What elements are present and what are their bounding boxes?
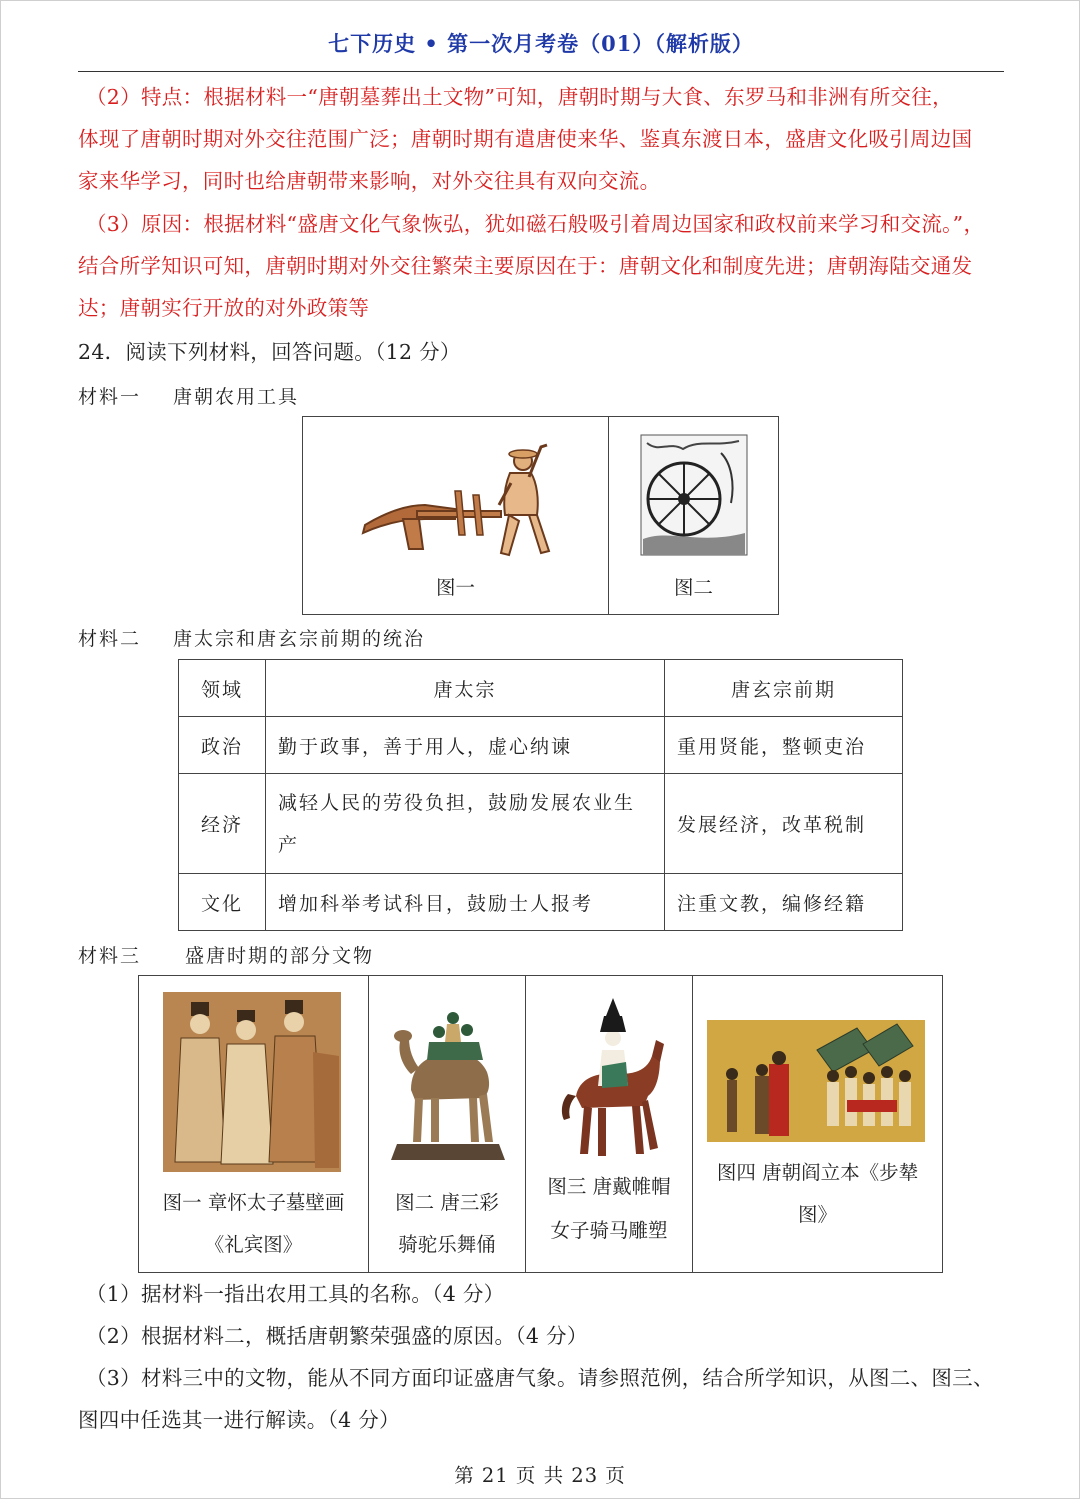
answer-part-2	[78, 76, 1016, 202]
artifact-3-caption-line-1: 图三 唐戴帷帽	[547, 1175, 671, 1198]
answer-part-3	[78, 203, 1016, 329]
table-row	[179, 717, 903, 774]
figure-1-caption: 图一	[435, 576, 475, 599]
table-cell: 勤于政事，善于用人，虚心纳谏	[266, 717, 665, 774]
artifact-2-caption-line-2: 骑驼乐舞俑	[398, 1233, 496, 1256]
material-3-label: 材料三	[78, 945, 142, 967]
table-header: 领域	[179, 660, 266, 717]
figure-1-cell	[303, 417, 609, 614]
artifact-2-cell	[369, 976, 526, 1272]
rule-comparison-table	[178, 659, 903, 931]
material-2-title: 唐太宗和唐玄宗前期的统治	[173, 628, 426, 650]
artifact-1-caption-line-1: 图一 章怀太子墓壁画	[162, 1191, 345, 1214]
material-1-heading	[78, 382, 299, 409]
table-row	[179, 874, 903, 931]
material-1-title: 唐朝农用工具	[173, 386, 300, 408]
artifact-4-caption-line-1: 图四 唐朝阎立本《步辇	[716, 1161, 919, 1184]
sub-questions	[78, 1273, 1016, 1441]
table-cell: 增加科举考试科目，鼓励士人报考	[266, 874, 665, 931]
table-cell: 减轻人民的劳役负担，鼓励发展农业生产	[266, 774, 665, 874]
artifact-4-cell	[693, 976, 942, 1272]
plough-figure-icon	[305, 425, 605, 575]
artifact-3-cell	[526, 976, 693, 1272]
table-cell: 注重文教，编修经籍	[665, 874, 903, 931]
water-wheel-figure-icon	[639, 433, 749, 557]
material-1-label: 材料一	[78, 386, 142, 408]
table-cell: 文化	[179, 874, 266, 931]
table-header: 唐玄宗前期	[665, 660, 903, 717]
artifact-1-cell	[139, 976, 369, 1272]
material-2-heading	[78, 624, 425, 651]
table-header: 唐太宗	[266, 660, 665, 717]
table-cell: 政治	[179, 717, 266, 774]
material-3-heading	[78, 941, 374, 968]
sub-question-3: （3）材料三中的文物，能从不同方面印证盛唐气象。请参照范例，结合所学知识，从图二、图三、	[86, 1366, 994, 1390]
answer-line: 家来华学习，同时也给唐朝带来影响，对外交往具有双向交流。	[78, 169, 661, 193]
material-3-figure-box	[138, 975, 943, 1273]
artifact-2-caption-line-1: 图二 唐三彩	[395, 1191, 499, 1214]
question-stem: 24．阅读下列材料，回答问题。（12 分）	[78, 340, 461, 364]
answer-line: 达；唐朝实行开放的对外政策等	[78, 296, 370, 320]
artifact-1-caption-line-2: 《礼宾图》	[204, 1233, 303, 1256]
horse-rider-sculpture-icon	[556, 996, 666, 1166]
answer-line: （3）原因：根据材料“盛唐文化气象恢弘，犹如磁石般吸引着周边国家和政权前来学习和交流。”，	[86, 212, 985, 236]
material-3-title: 盛唐时期的部分文物	[185, 945, 375, 967]
mural-painting-icon	[163, 992, 341, 1172]
sub-question-3-continued: 图四中任选其一进行解读。（4 分）	[78, 1408, 400, 1432]
table-cell: 发展经济，改革税制	[665, 774, 903, 874]
artifact-3-caption-line-2: 女子骑马雕塑	[550, 1219, 668, 1242]
answer-line: 体现了唐朝时期对外交往范围广泛；唐朝时期有遣唐使来华、鉴真东渡日本，盛唐文化吸引周边国	[78, 127, 973, 151]
table-header-row	[179, 660, 903, 717]
figure-2-caption: 图二	[673, 576, 713, 599]
material-1-figure-box	[302, 416, 779, 615]
painting-bunian-tu-icon	[707, 1020, 925, 1142]
material-2-label: 材料二	[78, 628, 142, 650]
sub-question-2: （2）根据材料二，概括唐朝繁荣强盛的原因。（4 分）	[86, 1324, 588, 1348]
table-cell: 重用贤能，整顿吏治	[665, 717, 903, 774]
header-divider	[78, 71, 1004, 72]
figure-2-cell	[609, 417, 778, 614]
answer-line: （2）特点：根据材料一“唐朝墓葬出土文物”可知，唐朝时期与大食、东罗马和非洲有所交往，	[86, 85, 953, 109]
page-footer: 第 21 页 共 23 页	[454, 1464, 626, 1487]
page-header-title: 七下历史 • 第一次月考卷（01）（解析版）	[328, 31, 754, 56]
table-cell: 经济	[179, 774, 266, 874]
camel-figurine-icon	[387, 994, 507, 1164]
artifact-4-caption-line-2: 图》	[797, 1203, 837, 1226]
answer-line: 结合所学知识可知，唐朝时期对外交往繁荣主要原因在于：唐朝文化和制度先进；唐朝海陆交通发	[78, 254, 973, 278]
table-row	[179, 774, 903, 874]
sub-question-1: （1）据材料一指出农用工具的名称。（4 分）	[86, 1282, 505, 1306]
